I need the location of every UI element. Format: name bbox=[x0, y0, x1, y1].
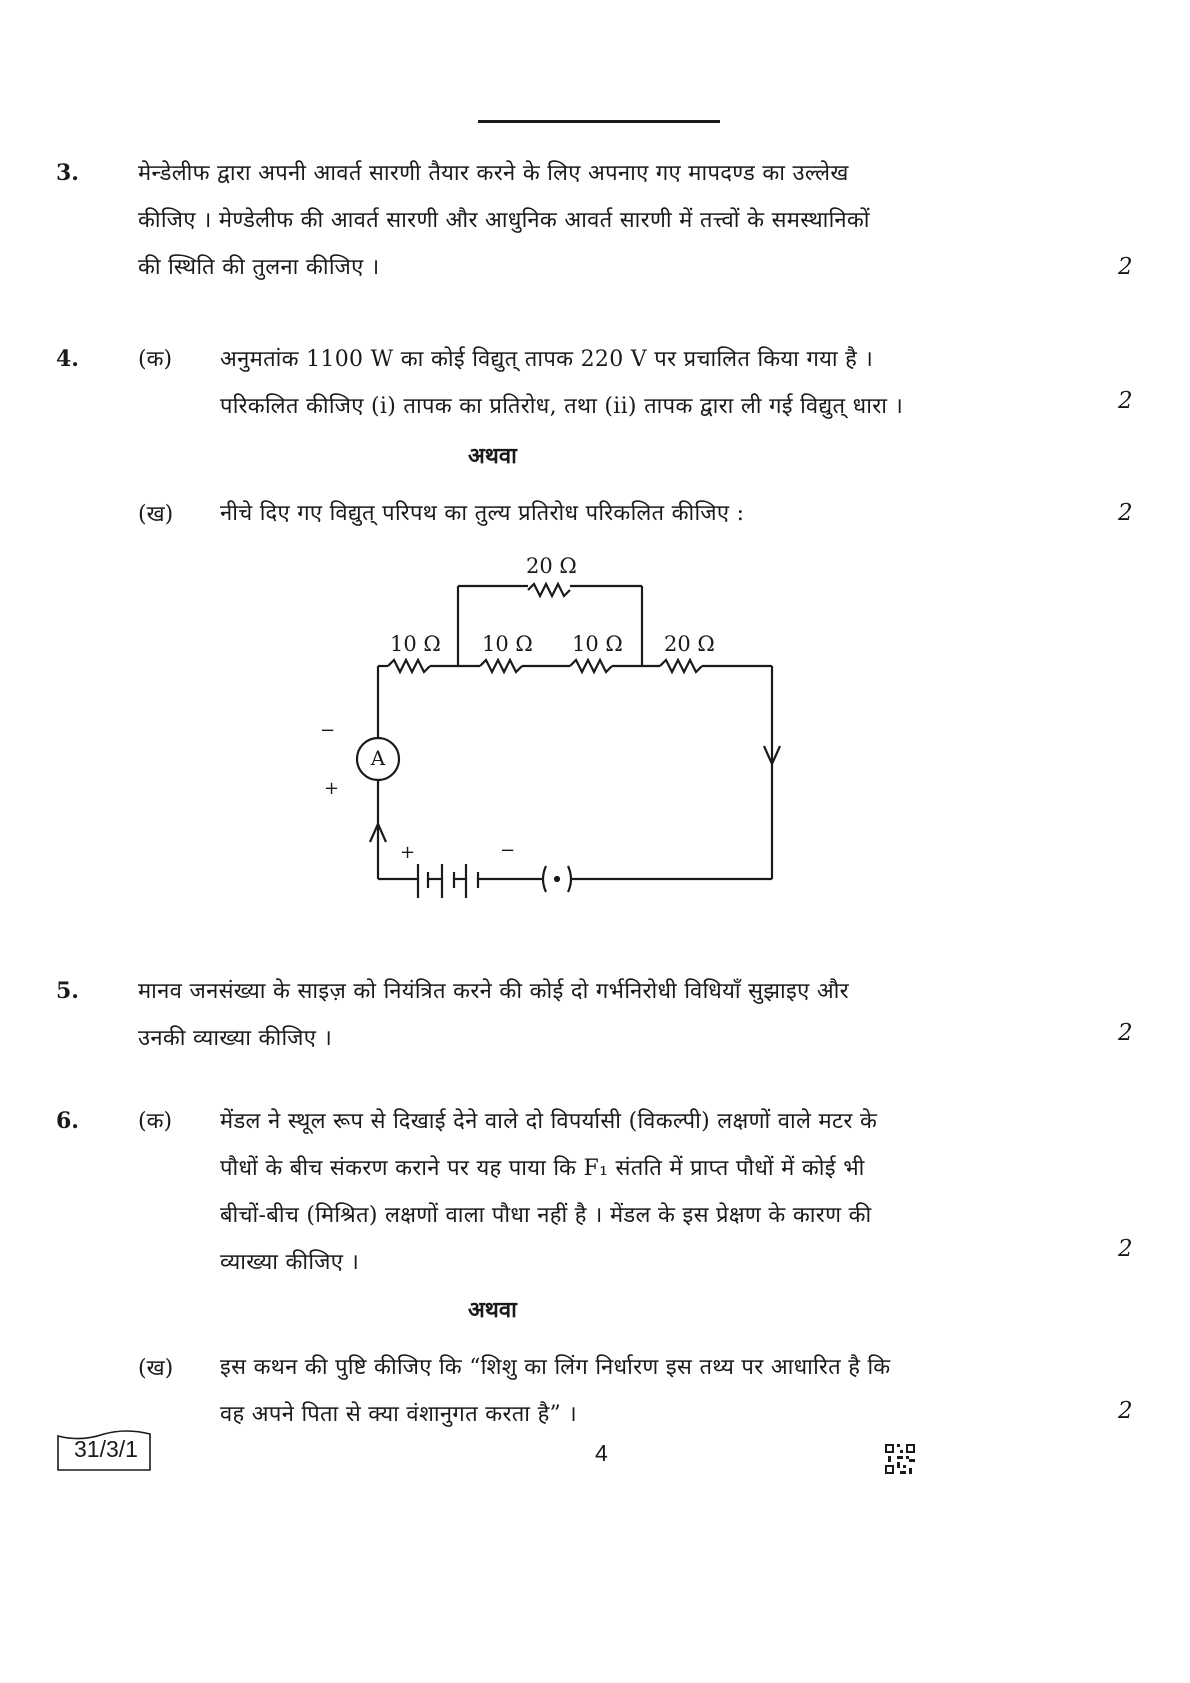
sub-label-a: (क) bbox=[138, 347, 173, 372]
qr-code-icon bbox=[885, 1444, 915, 1474]
sub-label-b: (ख) bbox=[138, 502, 174, 527]
text-line: की स्थिति की तुलना कीजिए । bbox=[138, 255, 380, 280]
text-line: कीजिए । मेण्डेलीफ की आवर्त सारणी और आधुनिक आवर्त सारणी में तत्त्वों के समस्थानिकों bbox=[138, 208, 870, 233]
question-text bbox=[220, 1344, 1000, 1438]
resistor-label: 10 Ω bbox=[572, 632, 623, 656]
text-line: मानव जनसंख्या के साइज़ को नियंत्रित करने की कोई दो गर्भनिरोधी विधियाँ सुझाइए और bbox=[138, 979, 849, 1004]
text-line: मेन्डेलीफ द्वारा अपनी आवर्त सारणी तैयार करने के लिए अपनाए गए मापदण्ड का उल्लेख bbox=[138, 161, 849, 186]
text-line: व्याख्या कीजिए । bbox=[220, 1250, 360, 1275]
marks: 2 bbox=[1118, 1398, 1133, 1424]
text-line: वह अपने पिता से क्या वंशानुगत करता है” । bbox=[220, 1402, 578, 1427]
text-line: पौधों के बीच संकरण कराने पर यह पाया कि F₁ संतति में प्राप्त पौधों में कोई भी bbox=[220, 1156, 865, 1181]
question-number: 3. bbox=[56, 160, 79, 186]
marks: 2 bbox=[1118, 1020, 1133, 1046]
paper-code: 31/3/1 bbox=[74, 1436, 138, 1462]
circuit-diagram bbox=[320, 554, 850, 980]
marks: 2 bbox=[1118, 1236, 1133, 1262]
marks: 2 bbox=[1118, 254, 1133, 280]
resistor-label: 10 Ω bbox=[482, 632, 533, 656]
text-line: इस कथन की पुष्टि कीजिए कि “शिशु का लिंग निर्धारण इस तथ्य पर आधारित है कि bbox=[220, 1355, 891, 1380]
page-number: 4 bbox=[595, 1440, 608, 1466]
battery-minus: − bbox=[500, 840, 516, 861]
sub-label-a: (क) bbox=[138, 1109, 173, 1134]
resistor-label-parallel: 20 Ω bbox=[526, 554, 577, 578]
or-label: अथवा bbox=[468, 443, 517, 469]
or-label: अथवा bbox=[468, 1297, 517, 1323]
question-text bbox=[138, 968, 1000, 1062]
paper-code-badge bbox=[56, 1430, 154, 1470]
question-number: 5. bbox=[56, 978, 79, 1004]
ammeter-icon-label: A bbox=[370, 746, 386, 770]
ammeter-minus: − bbox=[320, 720, 336, 741]
question-text bbox=[220, 1098, 1000, 1286]
text-line: उनकी व्याख्या कीजिए । bbox=[138, 1026, 333, 1051]
marks: 2 bbox=[1118, 388, 1133, 414]
text-line: बीचों-बीच (मिश्रित) लक्षणों वाला पौधा नहीं है । मेंडल के इस प्रेक्षण के कारण की bbox=[220, 1203, 872, 1228]
question-text bbox=[138, 150, 1000, 291]
marks: 2 bbox=[1118, 500, 1133, 526]
ammeter-plus: + bbox=[324, 778, 340, 799]
resistor-label: 10 Ω bbox=[390, 632, 441, 656]
resistor-label: 20 Ω bbox=[664, 632, 715, 656]
text-line: नीचे दिए गए विद्युत् परिपथ का तुल्य प्रतिरोध परिकलित कीजिए : bbox=[220, 501, 745, 526]
question-number: 6. bbox=[56, 1108, 79, 1134]
battery-plus: + bbox=[400, 842, 416, 863]
text-line: मेंडल ने स्थूल रूप से दिखाई देने वाले दो विपर्यासी (विकल्पी) लक्षणों वाले मटर के bbox=[220, 1109, 878, 1134]
text-line: अनुमतांक 1100 W का कोई विद्युत् तापक 220 V पर प्रचालित किया गया है । bbox=[220, 347, 874, 372]
question-text bbox=[220, 490, 1000, 537]
text-line: परिकलित कीजिए (i) तापक का प्रतिरोध, तथा (ii) तापक द्वारा ली गई विद्युत् धारा । bbox=[220, 394, 904, 419]
question-text bbox=[220, 336, 1000, 430]
sub-label-b: (ख) bbox=[138, 1356, 174, 1381]
top-divider bbox=[478, 120, 720, 123]
question-number: 4. bbox=[56, 346, 79, 372]
